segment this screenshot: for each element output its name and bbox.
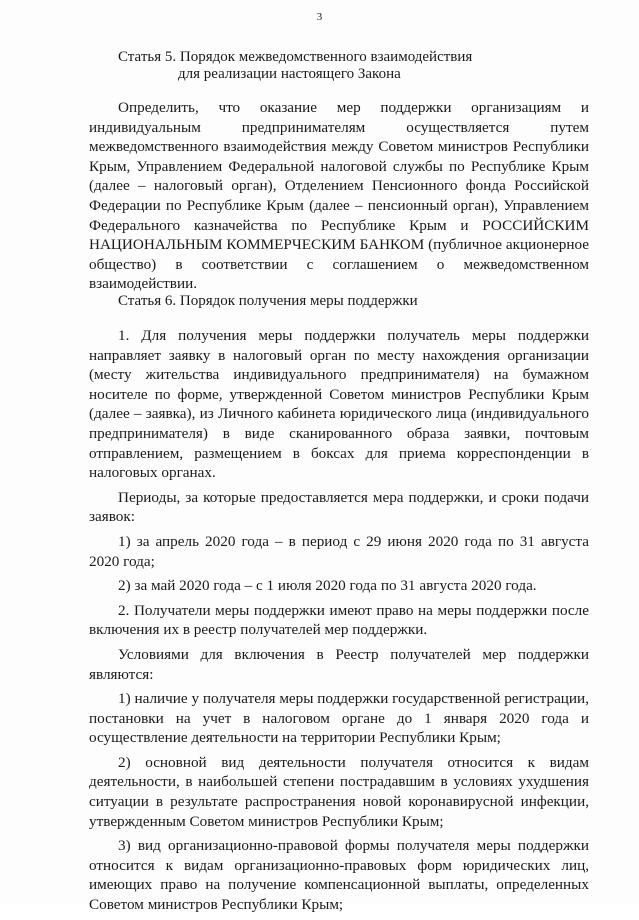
article-5-paragraph: Определить, что оказание мер поддержки организациям и индивидуальным предпринимателям осуществляется путем межведомственного взаимодействия между Советом министров Республики Крым, Управлением Федеральной налоговой службы по Республике Крым (далее – налоговый орган), Отделением Пенсионного фонда Российской Федерации по Республике Крым (далее – пенсионный орган), Управлением Федерального казначейства по Республике Крым и РОССИЙСКИМ НАЦИОНАЛЬНЫМ КОММЕРЧЕСКИМ БАНКОМ (публичное акционерное общество) в соответствии с соглашением о межведомственном взаимодействии. — [89, 99, 589, 293]
paragraph: Периоды, за которые предоставляется мера поддержки, и сроки подачи заявок: — [89, 488, 589, 526]
article-5-title-line2: для реализации настоящего Закона — [178, 66, 401, 82]
paragraph: Условиями для включения в Реестр получателей мер поддержки являются: — [89, 645, 589, 683]
article-5-title-line1: Статья 5. Порядок межведомственного взаимодействия — [118, 49, 473, 65]
paragraph: 1) за апрель 2020 года – в период с 29 июня 2020 года по 31 августа 2020 года; — [89, 532, 589, 570]
paragraph: 1. Для получения меры поддержки получатель меры поддержки направляет заявку в налоговый орган по месту нахождения организации (месту жительства индивидуального предпринимателя) на бумажном носителе по форме, утвержденной Советом министров Республики Крым (далее – заявка), из Личного кабинета юридического лица (индивидуального предпринимателя) в виде сканированного образа заявки, почтовым отправлением, размещением в боксах для приема корреспонденции в налоговых органах. — [89, 327, 589, 482]
paragraph: 3) вид организационно-правовой формы получателя меры поддержки относится к видам организационно-правовых форм юридических лиц, имеющих право на получение компенсационной выплаты, определенных Советом министров Республики Крым; — [89, 837, 589, 914]
paragraph: 2) основной вид деятельности получателя относится к видам деятельности, в наибольшей степени пострадавшим в условиях ухудшения ситуации в результате распространения новой коронавирусной инфекции, утвержденным Советом министров Республики Крым; — [89, 753, 589, 830]
paragraph: 2. Получатели меры поддержки имеют право на меры поддержки после включения их в реестр получателей мер поддержки. — [89, 601, 589, 639]
paragraph: 2) за май 2020 года – с 1 июля 2020 года по 31 августа 2020 года. — [118, 577, 537, 595]
article-5-body — [89, 98, 589, 299]
page-number: 3 — [316, 11, 323, 23]
article-6-body — [89, 326, 589, 920]
paragraph: 1) наличие у получателя меры поддержки государственной регистрации, постановки на учет в налоговом органе до 1 января 2020 года и осуществление деятельности на территории Республики Крым; — [89, 690, 589, 747]
article-6-title: Статья 6. Порядок получения меры поддержки — [118, 293, 418, 309]
article-5-title — [118, 49, 518, 83]
